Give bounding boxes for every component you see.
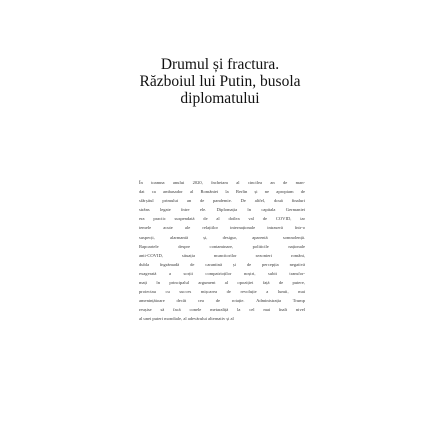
body-line: Rapoartele despre contaminare, politicile naționale xyxy=(139,243,305,249)
body-line: proiectau cu succes mișcarea de revoluție a lumii, mai xyxy=(139,289,305,295)
chapter-title-line: Drumul și fractura. xyxy=(160,56,280,73)
body-line: al unei puteri mondiale, al adevărului alternativ și al xyxy=(139,316,234,322)
chapter-body-text xyxy=(139,178,305,324)
body-line: reușise să facă conele metaraliță la cel mai înalt nivel xyxy=(139,307,305,313)
body-line: mați în principalul argument al opoziției față de putere, xyxy=(139,280,305,286)
body-line: temele acute ale relațiilor internaționale intraseră într-o xyxy=(139,225,305,231)
body-line: strâns legate între ele. Diplomația în capitala Germaniei xyxy=(139,207,305,213)
body-line: era practic suspendată de al doilea val de COVID, iar xyxy=(139,216,305,222)
body-line: anti-COVID, situația muncitorilor sezonieri români, xyxy=(139,252,305,258)
body-line: dubla îngrămadă de carantină și de percepția negativă xyxy=(139,261,305,267)
body-line: exagerată a sorții compatrioților noștri, subit transfor- xyxy=(139,270,305,276)
body-line: În toamna anului 2020, încheiam al cincilea an de man- xyxy=(139,180,305,185)
body-line: dat ca ambasador al României la Berlin și ne apropiam de xyxy=(139,189,305,195)
body-line: amenințătoare decât cea de rotație. Administrația Trump xyxy=(139,298,305,304)
body-line: sfârșitul primului an de pandemie. De altfel, două finaluri xyxy=(139,198,305,204)
body-line: suspecți, alarmantă și, desigur, aparentă somnolență. xyxy=(139,234,305,240)
chapter-title xyxy=(90,56,350,107)
chapter-title-line: diplomatului xyxy=(180,90,260,107)
chapter-title-line: Războiul lui Putin, busola xyxy=(139,73,301,90)
